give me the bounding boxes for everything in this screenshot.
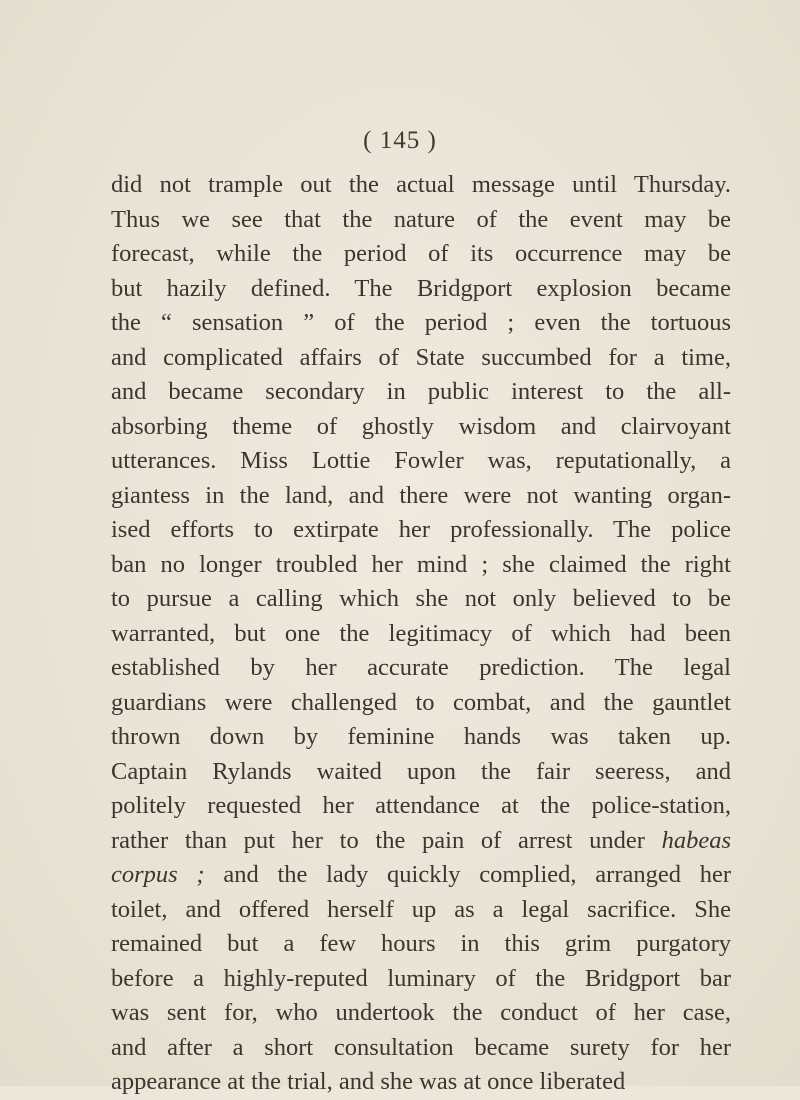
line-text: Thus we see that the nature of the event may be: [111, 205, 731, 233]
line-text: before a highly-reputed luminary of the Bridgport bar: [111, 964, 731, 992]
line-text: warranted, but one the legitimacy of which had been: [111, 619, 731, 647]
text-line: [111, 651, 731, 686]
text-line: [111, 789, 731, 824]
line-text: ban no longer troubled her mind ; she claimed the right: [111, 550, 731, 578]
text-line: [111, 1065, 731, 1100]
text-line: [111, 306, 731, 341]
text-line: [111, 272, 731, 307]
text-line: [111, 410, 731, 445]
line-text: the “ sensation ” of the period ; even the tortuous: [111, 309, 731, 336]
line-text: to pursue a calling which she not only believed to be: [111, 585, 731, 612]
text-line: [111, 548, 731, 583]
text-line: [111, 203, 731, 238]
line-text: guardians were challenged to combat, and the gauntlet: [111, 688, 731, 716]
line-text: forecast, while the period of its occurrence may be: [111, 240, 731, 267]
text-line: [111, 168, 731, 203]
text-line: [111, 720, 731, 755]
line-text: and the lady quickly complied, arranged her: [204, 861, 731, 888]
line-text: established by her accurate prediction. The legal: [111, 654, 731, 681]
text-line: [111, 444, 731, 479]
line-text: rather than put her to the pain of arrest under: [111, 826, 662, 854]
italic-text: corpus ;: [111, 861, 205, 888]
line-text: was sent for, who undertook the conduct of her case,: [111, 999, 731, 1026]
line-text: politely requested her attendance at the police-station,: [111, 792, 731, 819]
text-line: [111, 341, 731, 376]
text-line: [111, 1031, 731, 1066]
text-line: [111, 617, 731, 652]
line-text: absorbing theme of ghostly wisdom and clairvoyant: [111, 412, 731, 440]
line-text: but hazily defined. The Bridgport explosion became: [111, 274, 731, 302]
text-line: [111, 755, 731, 790]
line-text: and after a short consultation became surety for her: [111, 1033, 731, 1061]
line-text: appearance at the trial, and she was at once liberated: [111, 1068, 626, 1095]
page-number: ( 145 ): [363, 127, 437, 154]
text-line: [111, 686, 731, 721]
text-line: [111, 582, 731, 617]
text-line: [111, 824, 731, 859]
line-text: Captain Rylands waited upon the fair seeress, and: [111, 757, 731, 785]
text-line: [111, 927, 731, 962]
line-text: giantess in the land, and there were not wanting organ-: [111, 481, 731, 509]
text-line: [111, 996, 731, 1031]
line-text: toilet, and offered herself up as a legal sacrifice. She: [111, 895, 731, 923]
line-text: thrown down by feminine hands was taken up.: [111, 723, 731, 750]
text-line: [111, 237, 731, 272]
line-text: and complicated affairs of State succumbed for a time,: [111, 343, 731, 371]
italic-text: habeas: [661, 826, 731, 854]
body-text: [111, 168, 731, 1100]
line-text: did not trample out the actual message until Thursday.: [111, 171, 731, 198]
line-text: and became secondary in public interest to the all-: [111, 378, 731, 405]
text-line: [111, 375, 731, 410]
text-line: [111, 513, 731, 548]
text-line: [111, 962, 731, 997]
line-text: utterances. Miss Lottie Fowler was, reputationally, a: [111, 447, 731, 474]
line-text: remained but a few hours in this grim purgatory: [111, 930, 731, 957]
text-line: [111, 858, 731, 893]
text-line: [111, 893, 731, 928]
line-text: ised efforts to extirpate her professionally. The police: [111, 516, 731, 543]
text-line: [111, 479, 731, 514]
